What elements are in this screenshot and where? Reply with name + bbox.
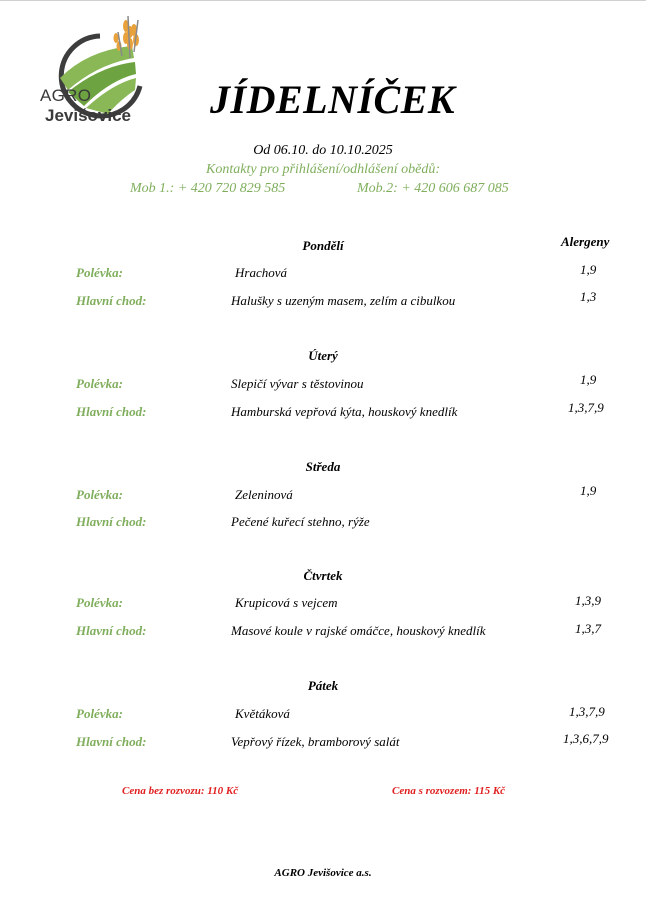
main-label: Hlavní chod: <box>76 734 147 749</box>
soup-label: Polévka: <box>76 706 123 721</box>
main-label: Hlavní chod: <box>76 404 147 419</box>
soup-allergens: 1,3,9 <box>575 593 601 608</box>
main-dish: Halušky s uzeným masem, zelím a cibulkou <box>231 293 456 308</box>
day-heading-tuesday: Úterý <box>308 348 338 363</box>
main-dish: Vepřový řízek, bramborový salát <box>231 734 400 749</box>
allergens-heading: Alergeny <box>561 234 610 249</box>
soup-dish: Krupicová s vejcem <box>235 595 338 610</box>
soup-label: Polévka: <box>76 265 123 280</box>
day-heading-wednesday: Středa <box>305 459 341 474</box>
phone-mob1: Mob 1.: + 420 720 829 585 <box>130 181 286 196</box>
logo-text-agro: AGRO <box>40 86 92 105</box>
contacts-label: Kontakty pro přihlášení/odhlášení obědů: <box>206 162 440 177</box>
top-border <box>0 0 646 1</box>
main-dish: Pečené kuřecí stehno, rýže <box>231 514 370 529</box>
day-heading-thursday: Čtvrtek <box>303 568 343 583</box>
soup-allergens: 1,9 <box>580 483 597 498</box>
main-allergens: 1,3,6,7,9 <box>563 731 609 746</box>
soup-dish: Květáková <box>235 706 290 721</box>
soup-dish: Slepičí vývar s těstovinou <box>231 376 364 391</box>
main-allergens: 1,3,7,9 <box>568 400 604 415</box>
main-allergens: 1,3,7 <box>575 621 601 636</box>
soup-allergens: 1,9 <box>580 372 597 387</box>
soup-allergens: 1,9 <box>580 262 597 277</box>
soup-allergens: 1,3,7,9 <box>569 704 605 719</box>
soup-dish: Zeleninová <box>235 487 293 502</box>
day-heading-monday: Pondělí <box>302 238 344 253</box>
phone-mob2: Mob.2: + 420 606 687 085 <box>357 181 509 196</box>
main-label: Hlavní chod: <box>76 623 147 638</box>
soup-dish: Hrachová <box>235 265 287 280</box>
soup-label: Polévka: <box>76 595 123 610</box>
soup-label: Polévka: <box>76 487 123 502</box>
logo-text-town: Jevišovice <box>45 106 132 125</box>
main-label: Hlavní chod: <box>76 514 147 529</box>
footer-company: AGRO Jevišovice a.s. <box>274 867 372 879</box>
soup-label: Polévka: <box>76 376 123 391</box>
date-range: Od 06.10. do 10.10.2025 <box>253 143 393 158</box>
day-heading-friday: Pátek <box>307 678 339 693</box>
main-label: Hlavní chod: <box>76 293 147 308</box>
price-without-delivery: Cena bez rozvozu: 110 Kč <box>122 785 239 797</box>
price-with-delivery: Cena s rozvozem: 115 Kč <box>392 785 506 797</box>
main-dish: Masové koule v rajské omáčce, houskový knedlík <box>231 623 486 638</box>
page-title: JÍDELNÍČEK <box>210 77 456 122</box>
main-allergens: 1,3 <box>580 289 597 304</box>
company-logo <box>38 8 146 134</box>
main-dish: Hamburská vepřová kýta, houskový knedlík <box>231 404 458 419</box>
